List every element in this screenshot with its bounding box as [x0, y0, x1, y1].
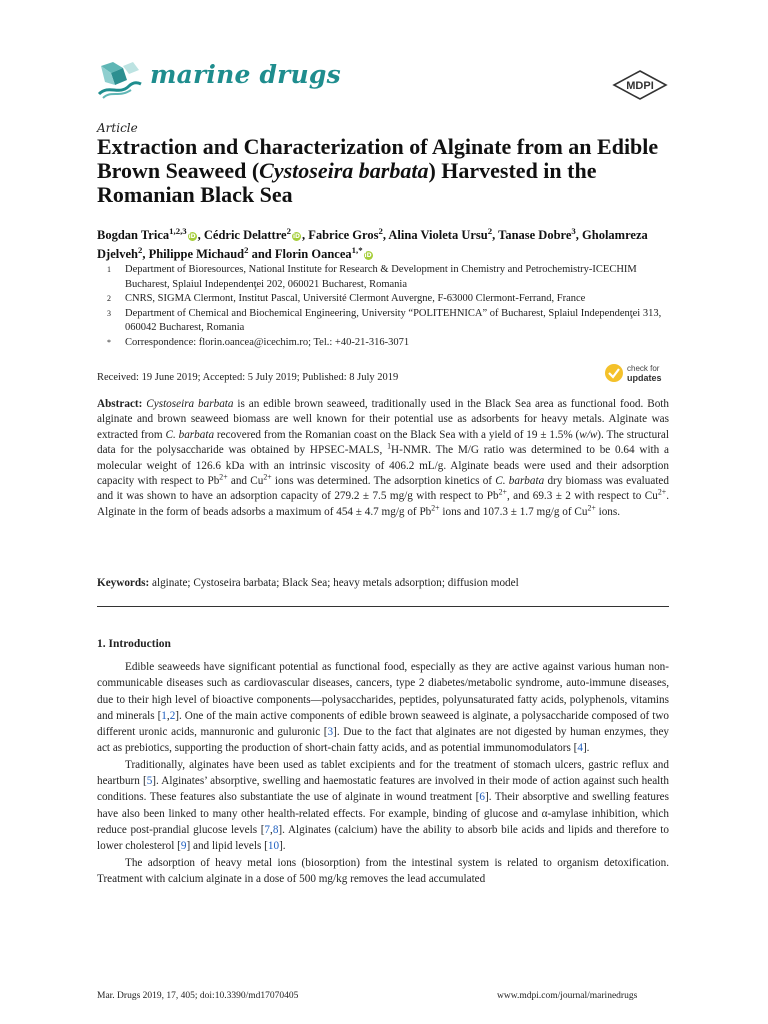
affiliation-item	[97, 292, 677, 307]
mdpi-logo-icon	[612, 70, 668, 100]
article-title	[97, 135, 677, 207]
citation-link[interactable]: 2	[169, 709, 176, 722]
author-name: Florin Oancea	[274, 247, 352, 261]
author-joiner: and	[248, 247, 275, 261]
affiliation-item	[97, 336, 677, 351]
author-separator: ,	[382, 228, 389, 242]
title-species: Cystoseira barbata	[259, 158, 429, 183]
citation-link[interactable]: 10	[267, 840, 280, 853]
check-updates-icon	[605, 364, 623, 382]
affiliation-number: 3	[107, 308, 111, 318]
abstract-label: Abstract:	[97, 398, 143, 410]
citation-link[interactable]: 3	[327, 726, 334, 739]
affiliation-text: CNRS, SIGMA Clermont, Institut Pascal, Université Clermont Auvergne, F-63000 Clermont-Ferrand, France	[125, 293, 586, 305]
affiliation-text: Department of Bioresources, National Institute for Research & Development in Chemistry and Petrochemistry-ICECHIM Bucharest, Splaiul Independenţei 202, 060021 Bucharest, Romania	[125, 264, 637, 290]
author-affiliation-marker: 2	[286, 225, 291, 236]
affiliation-list	[97, 263, 677, 351]
author-name: Cédric Delattre	[203, 228, 287, 242]
author-name: Gholamreza Djelveh	[97, 228, 648, 261]
author-separator: ,	[142, 247, 149, 261]
keywords	[97, 576, 669, 591]
check-updates-line2: updates	[627, 373, 662, 383]
check-updates-line1: check for	[627, 364, 660, 373]
author-name: Bogdan Trica	[97, 228, 170, 242]
section-divider	[97, 606, 669, 607]
author-affiliation-marker: 2	[137, 244, 143, 255]
keywords-text: alginate; Cystoseira barbata; Black Sea; heavy metals adsorption; diffusion model	[152, 577, 519, 589]
footer-citation: Mar. Drugs 2019, 17, 405; doi:10.3390/md17070405	[97, 991, 299, 1001]
citation-link[interactable]: 7	[264, 823, 271, 836]
affiliation-number: *	[107, 337, 111, 347]
author-separator: ,	[301, 228, 309, 242]
affiliation-number: 1	[107, 265, 111, 274]
author-affiliation-marker: 2	[378, 225, 383, 236]
citation-link[interactable]: 5	[146, 775, 153, 788]
paragraph: The adsorption of heavy metal ions (biosorption) from the intestinal system is related to organism detoxification. Treatment with calcium alginate in a dose of 500 mg/kg removes the lead accumulated	[97, 856, 669, 885]
mdpi-logo-text: MDPI	[626, 80, 654, 92]
orcid-icon[interactable]: iD	[364, 251, 372, 259]
author-affiliation-marker: 2	[487, 225, 493, 236]
title-part2: ) Harvested in the Romanian Black Sea	[97, 158, 597, 207]
introduction-body	[97, 659, 669, 887]
check-for-updates-button[interactable]	[604, 361, 674, 385]
footer-journal-url[interactable]: www.mdpi.com/journal/marinedrugs	[497, 991, 638, 1001]
orcid-icon[interactable]: iD	[292, 232, 300, 240]
marine-drugs-logo-icon	[97, 60, 143, 100]
affiliation-text: Department of Chemical and Biochemical Engineering, University “POLITEHNICA” of Bucharest, Splaiul Independenţei 313, 060042 Bucharest, Romania	[125, 307, 662, 334]
title-part1: Extraction and Characterization of Alginate from an Edible Brown Seaweed (	[97, 134, 659, 183]
affiliation-text[interactable]: Correspondence: florin.oancea@icechim.ro; Tel.: +40-21-316-3071	[125, 336, 410, 348]
author-list	[97, 226, 677, 264]
article-type: Article	[97, 121, 138, 135]
affiliation-item	[97, 263, 677, 292]
author-separator: ,	[197, 228, 204, 242]
author-affiliation-marker: 3	[571, 225, 576, 236]
citation-link[interactable]: 4	[577, 742, 583, 755]
author-name: Philippe Michaud	[148, 247, 245, 261]
author-separator: ,	[492, 228, 499, 242]
orcid-icon[interactable]: iD	[188, 232, 196, 240]
author-affiliation-marker: 1,*	[351, 244, 363, 255]
journal-name: marine drugs	[150, 60, 341, 89]
abstract: Abstract: Cystoseira barbata is an edible brown seaweed, traditionally used in the Black Sea area as functional food. Both alginate and brown seaweed biomass are well known for their potential use as adsorbents for heavy metals. Alginate was extracted from C. barbata recovered from the Romanian coast on the Black Sea with a yield of 19 ± 1.5% (w/w). The structural data for the polysaccharide was obtained by HPSEC-MALS, $^1$H-NMR. The M/G ratio was determined to be 0.64 with a molecular weight of 126.6 kDa with an intrinsic viscosity of 406.2 mL/g. Alginate beads were used and their adsorption capacity with respect to $Pb^{2+}$ and $Cu^{2+}$ ions was determined. The adsorption kinetics of C. barbata dry biomass was evaluated and it was shown to have an adsorption capacity of 279.2 ± 7.5 mg/g with respect to $Pb^{2+}$, and 69.3 ± 2 with respect to $Cu^{2+}$. Alginate in the form of beads adsorbs a maximum of 454 ± 4.7 mg/g of $Pb^{2+}$ ions and 107.3 ± 1.7 mg/g of $Cu^{2+}$ ions.	[97, 398, 670, 518]
paragraph: Traditionally, alginates have been used as tablet excipients and for the treatment of stomach ulcers, gastric reflux and heartburn [5]. Alginates’ absorptive, swelling and haemostatic features are involved in their mode of action against such health conditions. These features also substantiate the use of alginate in wound treatment [6]. Their absorptive and swelling features have also been linked to many other health-related effects. For example, binding of glucose and α-amylase inhibition, which reduce post-prandial glucose levels [7,8]. Alginates (calcium) have the ability to absorb bile acids and lipids and therefore to lower cholesterol [9] and lipid levels [10].	[97, 758, 669, 853]
author-affiliation-marker: 1,2,3	[169, 225, 187, 236]
author-affiliation-marker: 2	[244, 244, 249, 255]
citation-link[interactable]: 8	[272, 823, 279, 836]
author-name: Tanase Dobre	[498, 228, 572, 242]
citation-link[interactable]: 6	[479, 791, 485, 804]
keywords-label: Keywords:	[97, 577, 150, 589]
citation-link[interactable]: 1	[161, 709, 167, 722]
citation-link[interactable]: 9	[180, 840, 187, 853]
section-title: 1. Introduction	[97, 638, 171, 650]
author-name: Alina Violeta Ursu	[388, 228, 488, 242]
affiliation-number: 2	[107, 294, 111, 304]
paragraph: Edible seaweeds have significant potential as functional food, especially as they are active against various human non-communicable diseases such as cardiovascular diseases, cancers, type 2 diabetes/metabolic syndrome, auto-immune diseases, due to their high level of bioactive components—polysaccharides, peptides, polyunsaturated fatty acids, polyphenols, vitamins and minerals [1,2]. One of the main active components of edible brown seaweed is alginate, a polysaccharide composed of two different uronic acids, mannuronic and guluronic [3]. Due to the fact that alginates are not digested by human enzymes, they act as prebiotics, supporting the production of short-chain fatty acids, and as potential immunomodulators [4].	[97, 661, 669, 755]
publication-dates: Received: 19 June 2019; Accepted: 5 July 2019; Published: 8 July 2019	[97, 372, 399, 383]
author-separator: ,	[575, 228, 583, 242]
author-name: Fabrice Gros	[308, 228, 379, 242]
affiliation-item	[97, 307, 677, 336]
